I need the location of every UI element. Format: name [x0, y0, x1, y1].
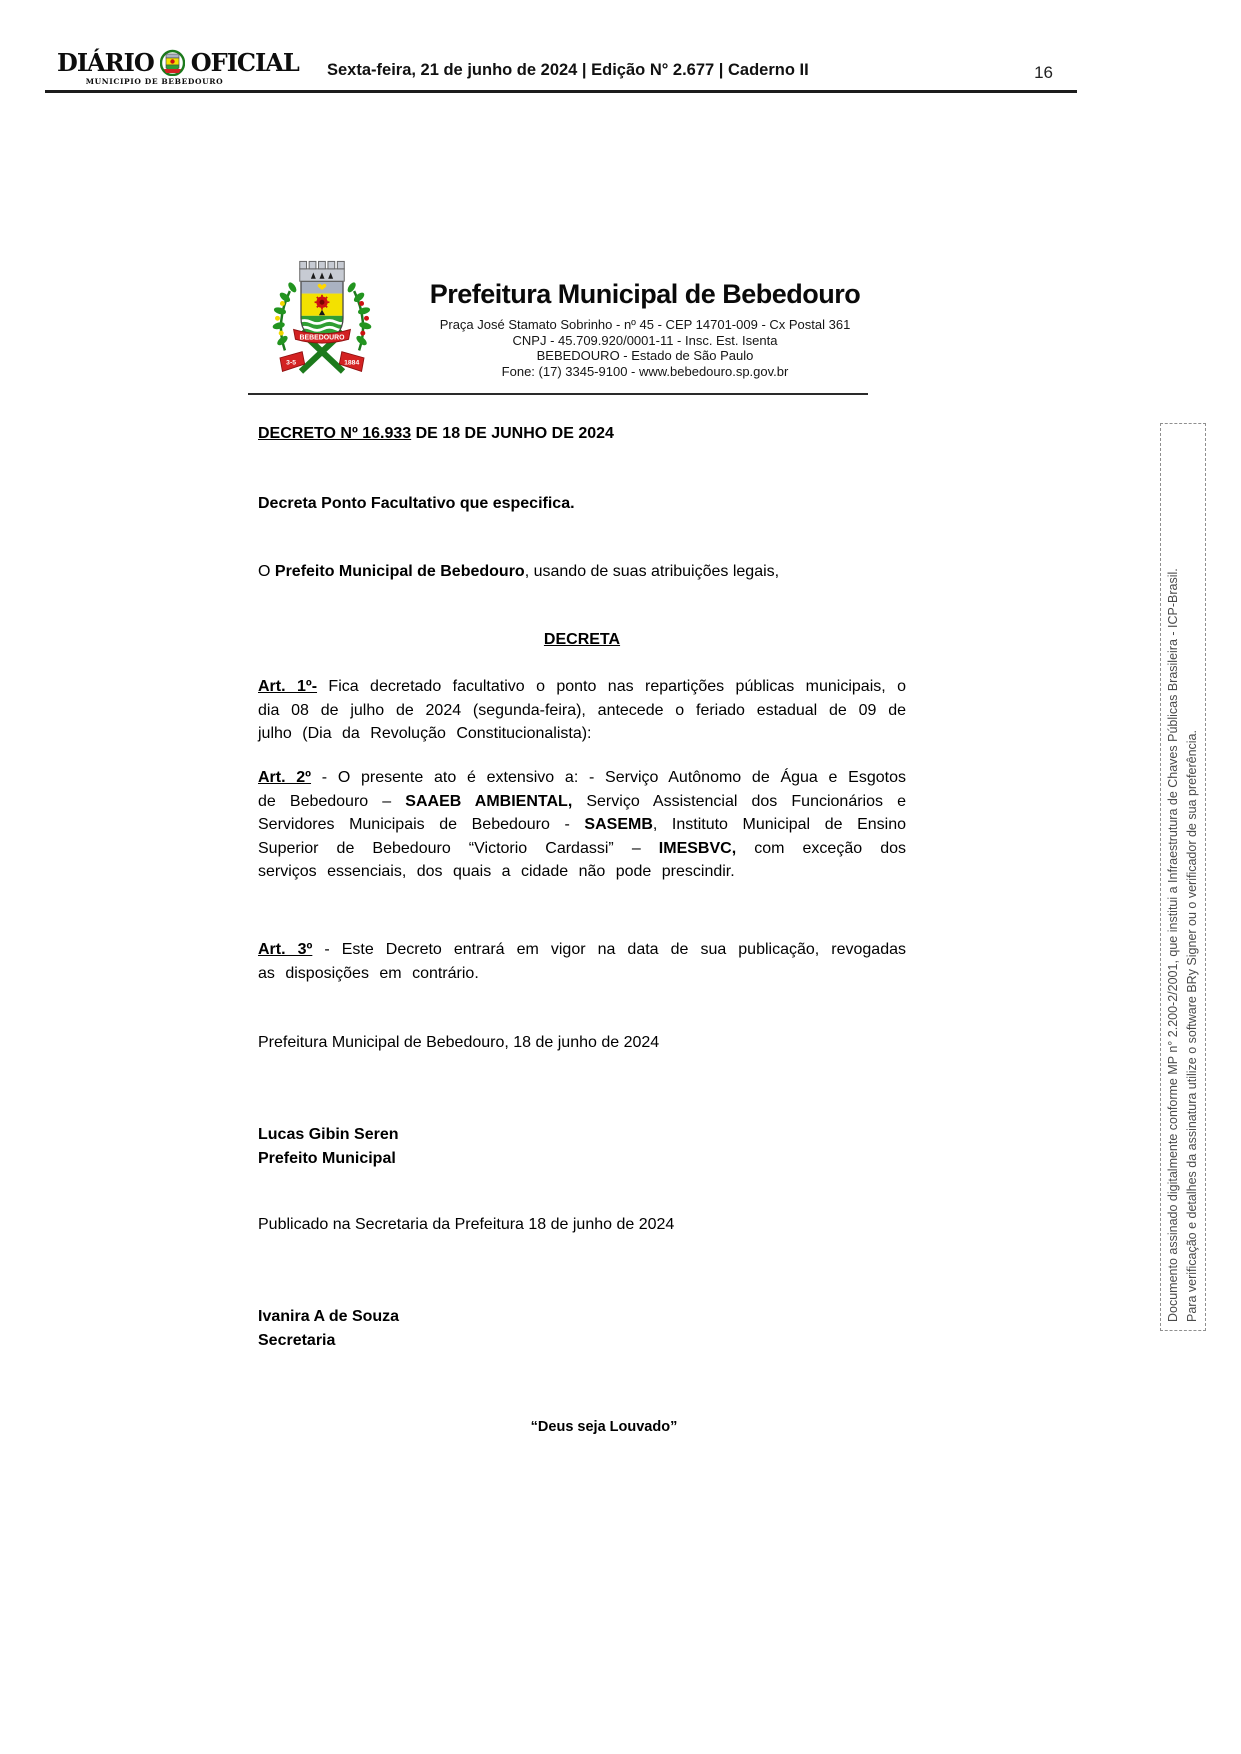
article-3-label: Art. 3º — [258, 941, 313, 958]
decree-intro — [258, 560, 906, 584]
gazette-logo-crest-icon — [160, 49, 185, 76]
page-number: 16 — [1034, 63, 1053, 82]
article-2-entity-sasemb: SASEMB — [584, 816, 653, 833]
decree-place-date: Prefeitura Municipal de Bebedouro, 18 de junho de 2024 — [258, 1034, 660, 1051]
article-1-text: Fica decretado facultativo o ponto nas repartições públicas municipais, o dia 08 de julho de 2024 (segunda-feira), antecede o feriado estadual de 09 de julho (Dia da Revolução Constitucionalista): — [258, 678, 906, 742]
decree-title-date: DE 18 DE JUNHO DE 2024 — [411, 425, 614, 442]
article-2-text: , Instituto Municipal de Ensino Superior de Bebedouro “Victorio Cardassi” – — [258, 816, 907, 857]
crest-crown — [300, 261, 345, 281]
decree-summary: Decreta Ponto Facultativo que especifica. — [258, 495, 575, 512]
letterhead-address-line: CNPJ - 45.709.920/0001-11 - Insc. Est. Isenta — [512, 332, 778, 348]
decree-intro-post: , usando de suas atribuições legais, — [524, 563, 780, 580]
signature-notice-line-1: Documento assinado digitalmente conforme MP n° 2.200-2/2001, que institui a Infraestrutura de Chaves Públicas Brasileira - ICP-Brasil. — [1166, 568, 1180, 1322]
gazette-logo-word-right: OFICIAL — [190, 48, 299, 77]
signer-name: Ivanira A de Souza — [258, 1308, 400, 1325]
digital-signature-notice — [1160, 423, 1206, 1331]
signer-role: Secretaria — [258, 1331, 336, 1349]
letterhead-address-line: BEBEDOURO - Estado de São Paulo — [536, 348, 754, 363]
gazette-logo — [57, 48, 299, 77]
edition-dateline: Sexta-feira, 21 de junho de 2024 | Edição N° 2.677 | Caderno II — [327, 61, 809, 79]
crest-ribbon-right-label: 1884 — [344, 359, 360, 367]
letterhead-title: Prefeitura Municipal de Bebedouro — [429, 279, 861, 309]
decree-article-1 — [258, 675, 906, 746]
signer-name: Lucas Gibin Seren — [258, 1126, 399, 1143]
decree-title — [258, 422, 906, 446]
coat-of-arms — [260, 254, 384, 390]
signature-notice-line-2: Para verificação e detalhes da assinatura utilize o software BRy Signer ou o verificador de sua preferência. — [1185, 730, 1199, 1322]
article-2-entity-saaeb: SAAEB AMBIENTAL, — [405, 792, 573, 810]
letterhead-address-line: Praça José Stamato Sobrinho - nº 45 - CEP 14701-009 - Cx Postal 361 — [439, 317, 851, 332]
decree-heading-label: DECRETA — [543, 631, 621, 648]
decree-intro-authority: Prefeito Municipal de Bebedouro — [274, 563, 525, 580]
article-1-label: Art. 1º- — [258, 678, 318, 695]
decree-article-3 — [258, 938, 906, 985]
decree-number: DECRETO Nº 16.933 — [258, 425, 412, 442]
signature-block-mayor — [258, 1123, 906, 1170]
gazette-logo-word-left: DIÁRIO — [57, 48, 154, 77]
digital-signature-notice-text — [1161, 424, 1205, 1330]
decree-article-2 — [258, 766, 906, 884]
decree-intro-pre: O — [258, 563, 275, 580]
article-2-text: - O presente ato é extensivo a: - Serviço Autônomo de Água e Esgotos de Bebedouro – — [258, 769, 906, 810]
gazette-logo-subtitle: MUNICIPIO DE BEBEDOURO — [85, 77, 224, 86]
article-2-label: Art. 2º — [258, 769, 312, 786]
crest-banner-label: BEBEDOURO — [299, 334, 345, 342]
article-3-text: - Este Decreto entrará em vigor na data de sua publicação, revogadas as disposições em contrário. — [258, 941, 906, 982]
letterhead-address — [388, 317, 902, 379]
publication-note: Publicado na Secretaria da Prefeitura 18 de junho de 2024 — [258, 1216, 675, 1233]
motto: “Deus seja Louvado” — [530, 1419, 678, 1435]
crest-ribbon-left-label: 3-5 — [286, 359, 297, 367]
letterhead-rule — [248, 393, 868, 395]
article-2-text: com exceção dos serviços essenciais, dos quais a cidade não pode prescindir. — [258, 839, 907, 880]
article-2-entity-imesbvc: IMESBVC, — [658, 839, 737, 857]
letterhead-address-line: Fone: (17) 3345-9100 - www.bebedouro.sp.gov.br — [501, 363, 789, 379]
signature-block-secretary — [258, 1305, 906, 1352]
signer-role: Prefeito Municipal — [258, 1149, 396, 1167]
decree-heading — [258, 628, 906, 652]
masthead-rule — [45, 90, 1077, 93]
article-2-text: Serviço Assistencial dos Funcionários e Servidores Municipais de Bebedouro - — [258, 792, 906, 833]
